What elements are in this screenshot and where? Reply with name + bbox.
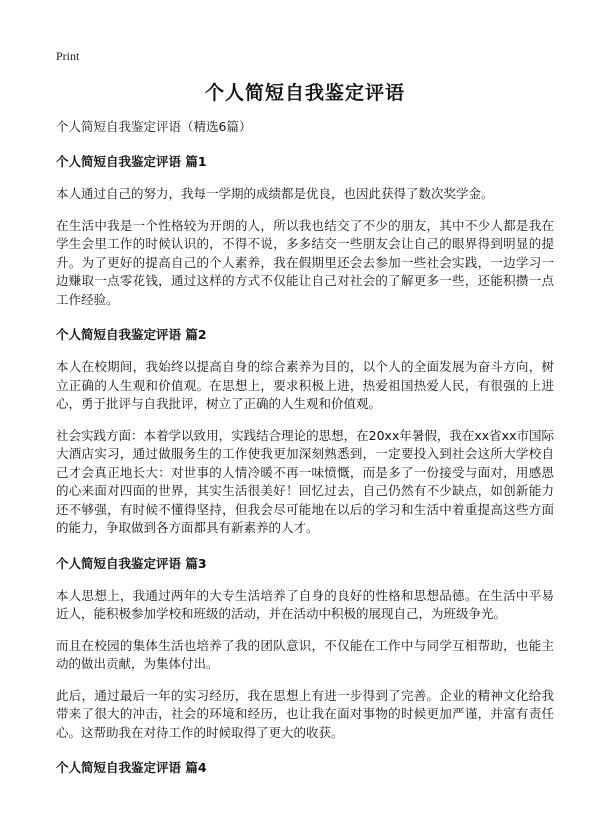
section-heading: 个人简短自我鉴定评语 篇1 [56,154,207,169]
document-title: 个人简短自我鉴定评语 [204,82,405,104]
paragraph: 本人通过自己的努力，我每一学期的成绩都是优良，也因此获得了数次奖学金。 [56,186,494,201]
document-subtitle: 个人简短自我鉴定评语（精选6篇） [56,119,252,134]
paragraph: 在生活中我是一个性格较为开朗的人，所以我也结交了不少的朋友，其中不少人都是我在学生会里工作的时候认识的，不得不说，多多结交一些朋友会让自己的眼界得到明显的提升。为了更好的提高自己的个人素养，我在假期里还会去参加一些社会实践，一边学习一边赚取一点零花钱，通过这样的方式不仅能让自己对社会的了解更多一些，还能积攒一点工作经验。 [56,217,554,307]
paragraph: 本人在校期间，我始终以提高自身的综合素养为目的，以个人的全面发展为奋斗方向，树立正确的人生观和价值观。在思想上，要求积极上进，热爱祖国热爱人民，有很强的上进心，勇于批评与自我批评，树立了正确的人生观和价值观。 [56,359,554,411]
section-heading: 个人简短自我鉴定评语 篇4 [56,760,207,775]
section-2 [56,326,554,538]
paragraph: 社会实践方面：本着学以致用，实践结合理论的思想，在20xx年暑假，我在xx省xx市国际大酒店实习，通过做服务生的工作使我更加深刻熟悉到，一定要投入到社会这所大学校自己才会真正地长大：对世事的人情冷暖不再一味愤慨，而是多了一份接受与面对，用感恩的心来面对四面的世界，其实生活很美好！回忆过去，自己仍然有不少缺点，如创新能力还不够强，有时候不懂得坚持，但我会尽可能地在以后的学习和生活中着重提高这些方面的能力，争取做到各方面都具有新素养的人才。 [56,427,554,535]
section-heading: 个人简短自我鉴定评语 篇2 [56,327,207,342]
section-3 [56,555,554,743]
print-link[interactable]: Print [56,49,80,63]
paragraph: 本人思想上，我通过两年的大专生活培养了自身的良好的性格和思想品德。在生活中平易近人，能积极参加学校和班级的活动，并在活动中积极的展现自己，为班级争光。 [56,587,554,621]
paragraph: 而且在校园的集体生活也培养了我的团队意识，不仅能在工作中与同学互相帮助，也能主动的做出贡献，为集体付出。 [56,637,554,671]
section-1 [56,153,554,309]
section-heading: 个人简短自我鉴定评语 篇3 [56,555,207,571]
paragraph: 此后，通过最后一年的实习经历，我在思想上有进一步得到了完善。企业的精神文化给我带来了很大的冲击，社会的环境和经历，也让我在面对事物的时候更加严谨，并富有责任心。这帮助我在对待工作的时候取得了更大的收获。 [56,687,554,740]
section-4 [56,759,554,777]
